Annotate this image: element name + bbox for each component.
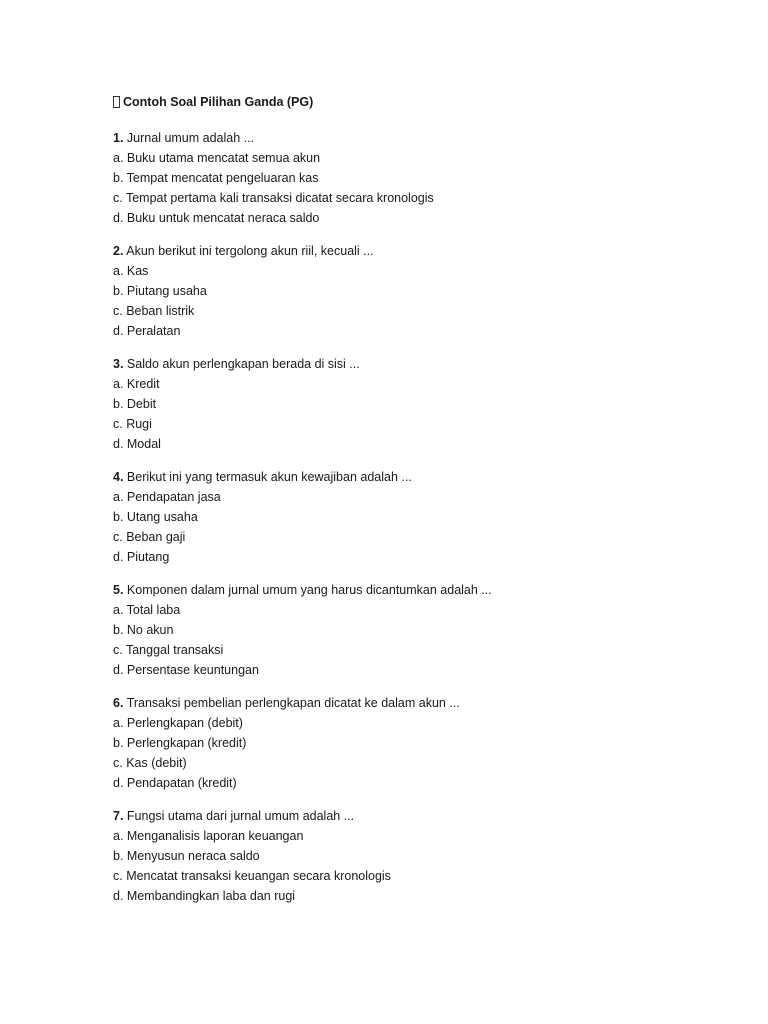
option-b: b. No akun (113, 623, 174, 637)
question-text: Akun berikut ini tergolong akun riil, kecuali ... (126, 244, 374, 258)
option-b: b. Tempat mencatat pengeluaran kas (113, 171, 319, 185)
question-text: Saldo akun perlengkapan berada di sisi ... (126, 357, 360, 371)
document-title (113, 92, 708, 112)
option-c: c. Beban gaji (113, 530, 186, 544)
question-4 (113, 467, 708, 567)
question-stem (113, 806, 708, 826)
option-c: c. Beban listrik (113, 304, 195, 318)
option-c: c. Mencatat transaksi keuangan secara kronologis (113, 869, 391, 883)
option-b: b. Menyusun neraca saldo (113, 849, 260, 863)
question-text: Transaksi pembelian perlengkapan dicatat ke dalam akun ... (126, 696, 460, 710)
option-a: a. Perlengkapan (debit) (113, 716, 243, 730)
question-stem (113, 693, 708, 713)
option-d: d. Persentase keuntungan (113, 663, 259, 677)
question-number: 6. (113, 696, 124, 710)
option-b: b. Debit (113, 397, 157, 411)
question-stem (113, 467, 708, 487)
option-a: a. Menganalisis laporan keuangan (113, 829, 304, 843)
option-c: c. Rugi (113, 417, 152, 431)
option-d: d. Membandingkan laba dan rugi (113, 889, 296, 903)
question-stem (113, 128, 708, 148)
question-1 (113, 128, 708, 228)
option-a: a. Kredit (113, 377, 160, 391)
option-a: a. Kas (113, 264, 149, 278)
question-number: 4. (113, 470, 124, 484)
option-c: c. Kas (debit) (113, 756, 187, 770)
question-stem (113, 580, 708, 600)
option-d: d. Modal (113, 437, 161, 451)
document-title-text: Contoh Soal Pilihan Ganda (PG) (123, 95, 314, 109)
question-2 (113, 241, 708, 341)
question-number: 3. (113, 357, 124, 371)
option-b: b. Utang usaha (113, 510, 198, 524)
question-6 (113, 693, 708, 793)
question-number: 2. (113, 244, 124, 258)
question-text: Jurnal umum adalah ... (126, 131, 255, 145)
option-c: c. Tempat pertama kali transaksi dicatat secara kronologis (113, 191, 434, 205)
question-stem (113, 241, 708, 261)
question-7 (113, 806, 708, 906)
option-a: a. Total laba (113, 603, 181, 617)
option-c: c. Tanggal transaksi (113, 643, 224, 657)
option-d: d. Piutang (113, 550, 170, 564)
option-a: a. Pendapatan jasa (113, 490, 221, 504)
option-d: d. Buku untuk mencatat neraca saldo (113, 211, 320, 225)
option-d: d. Pendapatan (kredit) (113, 776, 237, 790)
option-b: b. Piutang usaha (113, 284, 207, 298)
question-stem (113, 354, 708, 374)
question-number: 5. (113, 583, 124, 597)
missing-glyph-icon (113, 96, 120, 108)
option-b: b. Perlengkapan (kredit) (113, 736, 247, 750)
question-number: 1. (113, 131, 124, 145)
option-a: a. Buku utama mencatat semua akun (113, 151, 321, 165)
question-number: 7. (113, 809, 124, 823)
question-text: Fungsi utama dari jurnal umum adalah ... (126, 809, 355, 823)
question-text: Komponen dalam jurnal umum yang harus dicantumkan adalah ... (126, 583, 492, 597)
question-text: Berikut ini yang termasuk akun kewajiban adalah ... (126, 470, 412, 484)
question-3 (113, 354, 708, 454)
option-d: d. Peralatan (113, 324, 181, 338)
question-5 (113, 580, 708, 680)
